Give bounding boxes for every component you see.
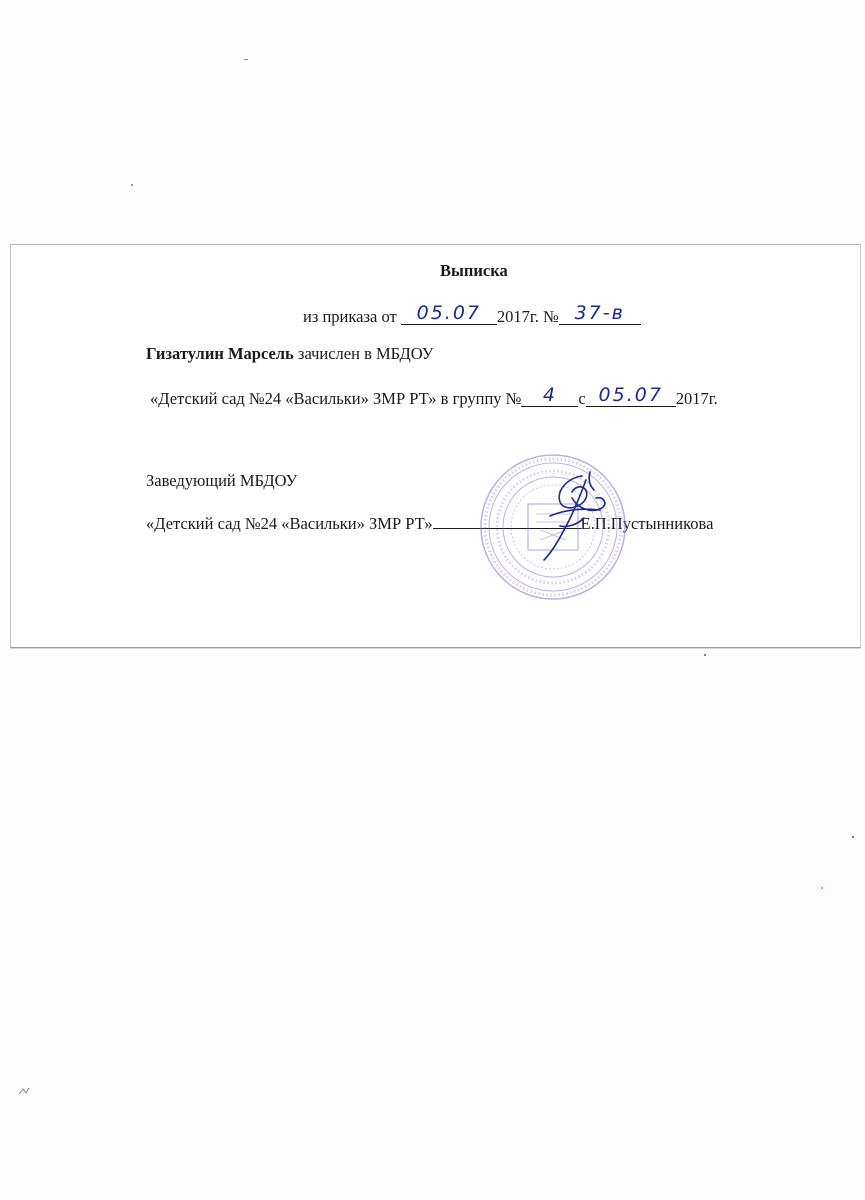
order-number-handwritten: 37-в <box>574 302 625 324</box>
group-institution: «Детский сад №24 «Васильки» ЗМР РТ» в группу № <box>150 389 522 408</box>
scan-artifact <box>704 654 706 656</box>
handwritten-signature <box>520 468 620 566</box>
enrollment-line <box>146 344 433 364</box>
order-date-handwritten: 05.07 <box>416 302 482 324</box>
scan-artifact <box>18 1085 30 1097</box>
scan-artifact <box>821 887 823 889</box>
scan-artifact <box>852 836 854 838</box>
from-date-handwritten: 05.07 <box>598 384 663 406</box>
order-number-field <box>559 302 641 325</box>
order-line <box>303 302 641 327</box>
document-title: Выписка <box>440 261 508 280</box>
enrollment-text: зачислен в МБДОУ <box>297 344 434 363</box>
scan-artifact <box>131 184 133 186</box>
order-year: 2017г. № <box>496 307 559 326</box>
signatory-institution: «Детский сад №24 «Васильки» ЗМР РТ» <box>146 514 433 533</box>
signatory-name: Е.П.Пустынникова <box>580 514 714 533</box>
order-date-field <box>401 302 497 325</box>
group-number-handwritten: 4 <box>542 384 557 406</box>
signatory-position: Заведующий МБДОУ <box>146 471 298 490</box>
group-number-field <box>521 384 578 407</box>
from-date-field <box>586 384 676 407</box>
scan-artifact <box>244 59 248 60</box>
child-name: Гизатулин Марсель <box>146 344 294 363</box>
signatory-line <box>146 510 713 534</box>
from-label: с <box>578 389 586 408</box>
order-prefix: из приказа от <box>303 307 397 326</box>
group-line <box>150 384 718 409</box>
group-year: 2017г. <box>675 389 718 408</box>
